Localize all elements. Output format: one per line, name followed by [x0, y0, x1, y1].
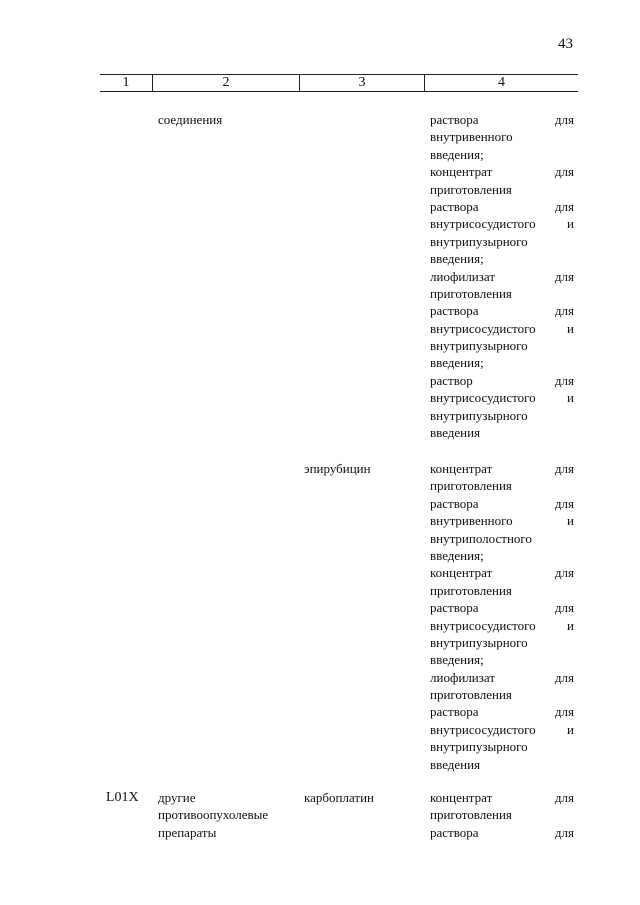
group-line: препараты: [158, 824, 217, 840]
form-line: [430, 407, 574, 424]
form-word: для: [554, 600, 574, 616]
form-word: для: [554, 268, 574, 284]
header-cell-3: 3: [299, 75, 424, 91]
form-line: [430, 128, 574, 145]
form-word: внутрисосудистого: [430, 390, 536, 406]
form-word: внутривенного: [430, 513, 513, 529]
form-line: [430, 703, 574, 720]
form-word: и: [567, 513, 574, 529]
group-cell: [158, 111, 298, 128]
form-word: концентрат: [430, 565, 493, 581]
form-word: лиофилизат: [430, 268, 496, 284]
form-word: и: [567, 320, 574, 336]
form-line: [430, 372, 574, 389]
form-word: внутрипузырного: [430, 739, 528, 755]
form-word: внутрисосудистого: [430, 617, 536, 633]
form-line: [430, 215, 574, 232]
form-word: введения: [430, 756, 481, 772]
form-word: внутрипузырного: [430, 634, 528, 650]
form-word: внутрисосудистого: [430, 320, 536, 336]
form-line: [430, 789, 574, 806]
form-line: [430, 721, 574, 738]
form-line: [430, 389, 574, 406]
form-word: и: [567, 617, 574, 633]
form-line: [430, 477, 574, 494]
form-word: и: [567, 390, 574, 406]
form-word: концентрат: [430, 790, 493, 805]
form-word: введения;: [430, 652, 484, 668]
atc-code: L01X: [106, 790, 139, 805]
form-word: раствора: [430, 112, 479, 127]
form-line: [430, 337, 574, 354]
header-cell-1: 1: [122, 75, 130, 90]
form-word: и: [567, 216, 574, 232]
form-line: [430, 320, 574, 337]
form-word: введения;: [430, 251, 484, 267]
form-word: для: [554, 372, 574, 388]
form-word: для: [554, 565, 574, 581]
form-word: для: [554, 495, 574, 511]
form-line: [430, 495, 574, 512]
form-word: раствор: [430, 372, 473, 388]
form-line: [430, 634, 574, 651]
form-word: раствора: [430, 704, 479, 720]
form-line: [430, 530, 574, 547]
form-line: [430, 181, 574, 198]
form-word: приготовления: [430, 181, 512, 197]
form-line: [430, 651, 574, 668]
form-word: для: [554, 704, 574, 720]
form-line: [430, 302, 574, 319]
form-word: внутриполостного: [430, 530, 532, 546]
form-line: [430, 111, 574, 128]
form-word: для: [554, 303, 574, 319]
form-word: для: [554, 198, 574, 214]
form-word: раствора: [430, 303, 479, 319]
form-word: приготовления: [430, 582, 512, 598]
form-word: раствора: [430, 600, 479, 616]
form-word: для: [554, 461, 574, 476]
forms-cell: [430, 789, 574, 841]
form-line: [430, 806, 574, 823]
form-word: концентрат: [430, 461, 493, 476]
form-word: приготовления: [430, 285, 512, 301]
form-word: раствора: [430, 824, 479, 840]
form-line: [430, 669, 574, 686]
form-word: для: [554, 790, 574, 805]
form-word: внутрипузырного: [430, 338, 528, 354]
form-line: [430, 547, 574, 564]
group-cell: [158, 789, 298, 841]
form-word: внутривенного: [430, 129, 513, 145]
form-word: внутрипузырного: [430, 233, 528, 249]
form-line: [430, 582, 574, 599]
form-line: [430, 512, 574, 529]
header-cell-2: 2: [152, 75, 299, 91]
form-word: внутрисосудистого: [430, 721, 536, 737]
form-word: введения;: [430, 146, 484, 162]
form-line: [430, 738, 574, 755]
form-line: [430, 617, 574, 634]
form-line: [430, 354, 574, 371]
form-line: [430, 268, 574, 285]
form-word: введения: [430, 425, 481, 441]
form-word: раствора: [430, 198, 479, 214]
form-word: внутрипузырного: [430, 407, 528, 423]
form-line: [430, 460, 574, 477]
table-header: [100, 74, 578, 92]
forms-cell: [430, 460, 574, 773]
form-word: для: [554, 824, 574, 840]
group-line: соединения: [158, 112, 223, 127]
form-word: приготовления: [430, 687, 512, 703]
forms-cell: [430, 111, 574, 441]
form-word: для: [554, 669, 574, 685]
drug-name: карбоплатин: [304, 790, 374, 805]
form-line: [430, 599, 574, 616]
form-word: введения;: [430, 355, 484, 371]
form-word: раствора: [430, 495, 479, 511]
form-line: [430, 285, 574, 302]
form-line: [430, 756, 574, 773]
form-word: внутрисосудистого: [430, 216, 536, 232]
form-word: и: [567, 721, 574, 737]
form-word: концентрат: [430, 164, 493, 180]
form-word: приготовления: [430, 807, 512, 823]
header-cell-4: 4: [424, 75, 578, 91]
form-line: [430, 250, 574, 267]
form-word: для: [554, 164, 574, 180]
form-line: [430, 824, 574, 841]
form-line: [430, 686, 574, 703]
form-line: [430, 198, 574, 215]
group-line: противоопухолевые: [158, 807, 269, 823]
group-line: другие: [158, 790, 196, 805]
form-word: лиофилизат: [430, 669, 496, 685]
form-line: [430, 233, 574, 250]
form-word: приготовления: [430, 478, 512, 494]
form-line: [430, 424, 574, 441]
form-word: введения;: [430, 547, 484, 563]
form-line: [430, 163, 574, 180]
page-number: 43: [558, 36, 573, 52]
form-word: для: [554, 112, 574, 127]
form-line: [430, 564, 574, 581]
drug-name: эпирубицин: [304, 461, 371, 476]
form-line: [430, 146, 574, 163]
